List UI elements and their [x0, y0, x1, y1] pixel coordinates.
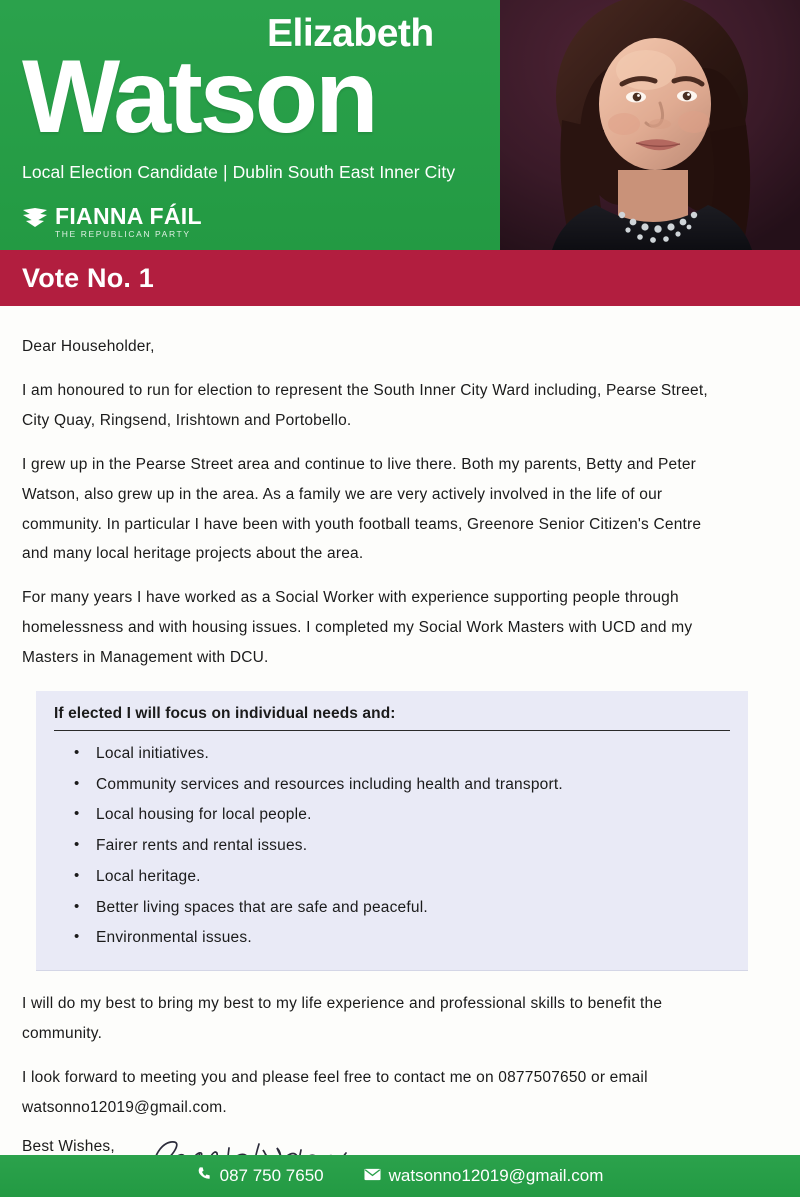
list-item: • Fairer rents and rental issues.: [54, 831, 730, 862]
list-item: • Local housing for local people.: [54, 800, 730, 831]
fianna-fail-logo-icon: [22, 207, 48, 229]
header-text-block: [22, 14, 542, 239]
list-item: • Local heritage.: [54, 862, 730, 893]
footer-contact-bar: [0, 1155, 800, 1197]
letter-paragraph-1: I am honoured to run for election to represent the South Inner City Ward including, Pearse Street, City Quay, Ringsend, Irishtown and Portobello.: [22, 381, 708, 429]
list-item: • Environmental issues.: [54, 923, 730, 954]
vote-number-bar: [0, 250, 800, 306]
closing-paragraph-1: I will do my best to bring my best to my life experience and professional skills to benefit the community.: [22, 994, 663, 1042]
footer-email: [364, 1166, 604, 1186]
candidate-photo: [500, 0, 800, 250]
letter-paragraph-3: For many years I have worked as a Social Worker with experience supporting people through homelessness and with housing issues. I completed my Social Work Masters with UCD and my Masters in Management with DCU.: [22, 589, 693, 667]
focus-box-title: If elected I will focus on individual needs and:: [54, 705, 730, 731]
list-item: • Community services and resources including health and transport.: [54, 770, 730, 801]
footer-phone: [197, 1166, 324, 1186]
footer-email-text: watsonno12019@gmail.com: [388, 1166, 604, 1185]
candidate-last-name: Watson: [22, 39, 376, 155]
footer-phone-text: 087 750 7650: [219, 1166, 324, 1185]
focus-priorities-box: [36, 691, 748, 971]
envelope-icon: [364, 1166, 381, 1186]
salutation: Dear Householder,: [22, 338, 155, 355]
party-tagline: THE REPUBLICAN PARTY: [55, 229, 191, 240]
closing-paragraph-2: I look forward to meeting you and please feel free to contact me on 0877507650 or email watsonno12019@gmail.com.: [22, 1068, 648, 1116]
letter-paragraph-2: I grew up in the Pearse Street area and continue to live there. Both my parents, Betty and Peter Watson, also grew up in the area. As a family we are very actively involved in the life of our community. In particular I have been with youth football teams, Greenore Senior Citizen's Centre and many local heritage projects about the area.: [22, 455, 702, 563]
letter-body: [0, 306, 800, 1191]
list-item: • Local initiatives.: [54, 739, 730, 770]
list-item: • Better living spaces that are safe and peaceful.: [54, 893, 730, 924]
vote-number-label: Vote No. 1: [22, 262, 155, 293]
candidate-subtitle: Local Election Candidate | Dublin South East Inner City: [22, 162, 456, 183]
header-banner: [0, 0, 800, 250]
phone-icon: [197, 1166, 212, 1186]
party-name: FIANNA FÁIL: [55, 203, 202, 230]
candidate-first-name: Elizabeth: [267, 12, 434, 55]
focus-list: [54, 739, 730, 954]
party-block: [22, 205, 542, 239]
best-wishes-text: Best Wishes,: [22, 1137, 115, 1155]
